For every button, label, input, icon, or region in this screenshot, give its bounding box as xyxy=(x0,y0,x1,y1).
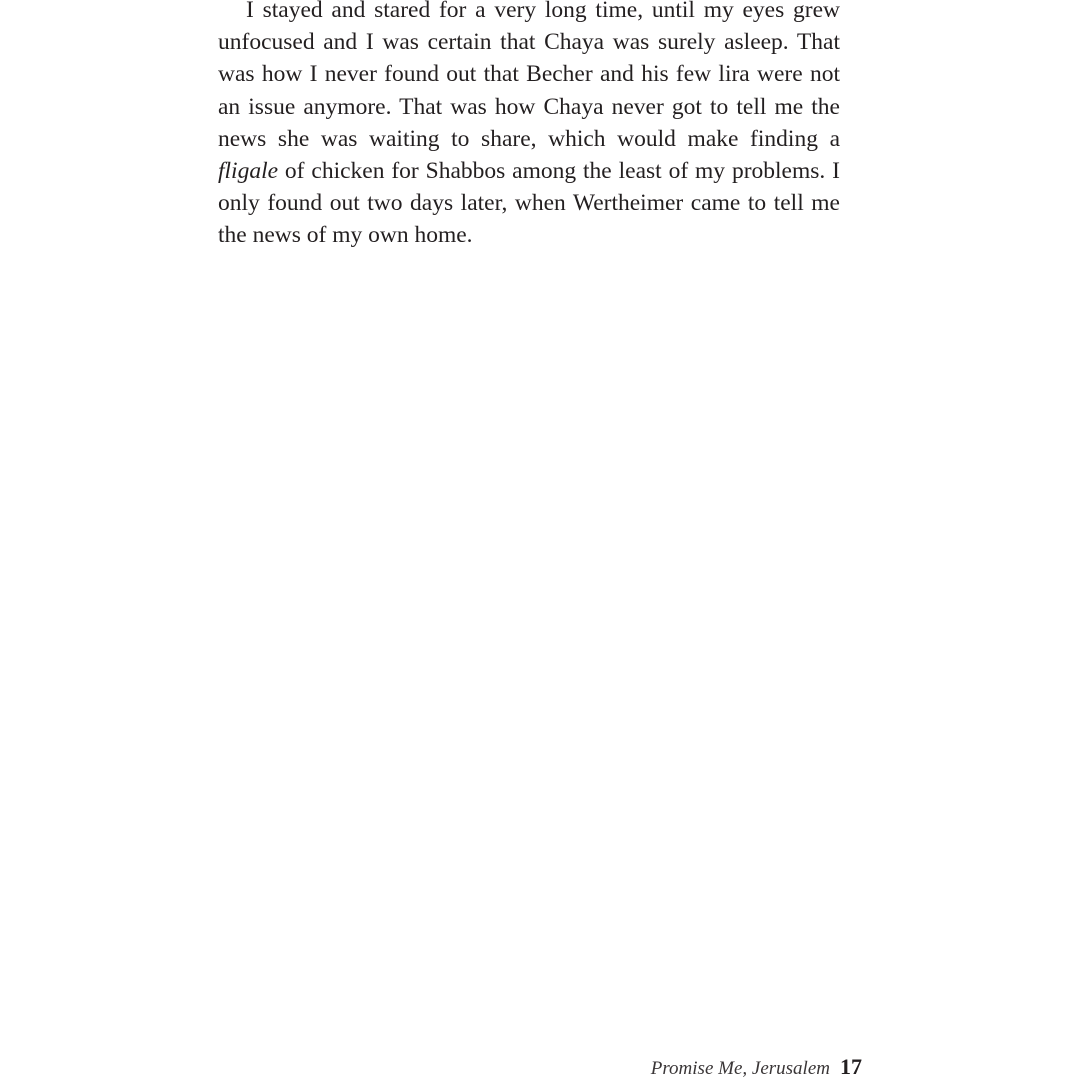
page-number: 17 xyxy=(840,1054,862,1079)
running-title: Promise Me, Jerusalem xyxy=(650,1058,830,1079)
body-text-part-1: I stayed and stared for a very long time, until my eyes grew unfocused and I was certain that Chaya was surely asleep. That was how I never found out that Becher and his few lira were not an issue anymore. That was how Chaya never got to tell me the news she was waiting to share, which would make finding a xyxy=(218,0,840,152)
italic-word: fligale xyxy=(218,158,279,185)
page-footer xyxy=(651,1054,862,1080)
body-paragraph xyxy=(218,0,840,252)
body-text-part-2: of chicken for Shabbos among the least of my problems. I only found out two days later, when Wertheimer came to tell me the news of my own home. xyxy=(218,158,840,249)
